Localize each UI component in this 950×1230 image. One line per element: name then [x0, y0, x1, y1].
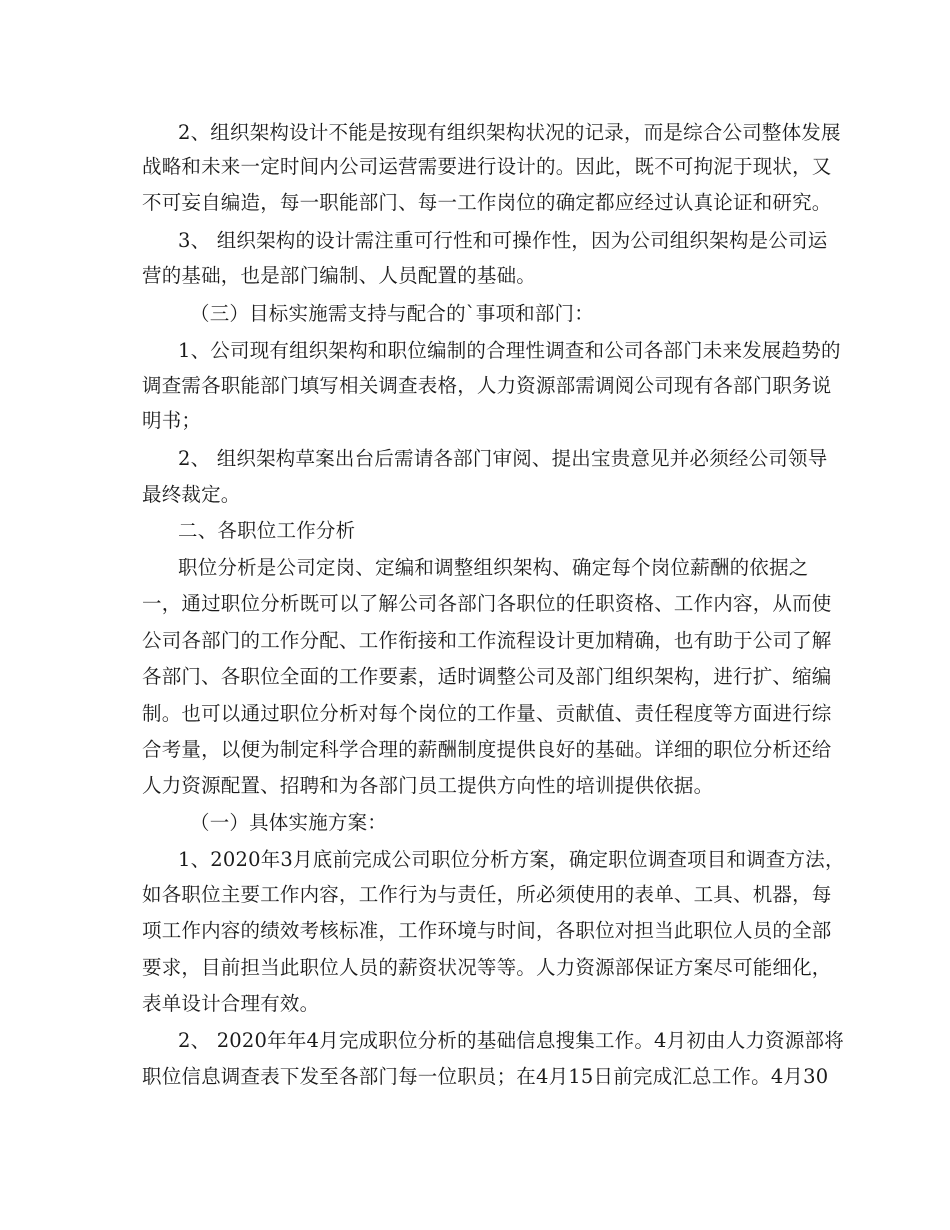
paragraph-line: 人力资源配置、招聘和为各部门员工提供方向性的培训提供依据。 [142, 774, 714, 797]
paragraph-line: 1、公司现有组织架构和职位编制的合理性调查和公司各部门未来发展趋势的 [178, 339, 841, 362]
paragraph-line: 职位信息调查表下发至各部门每一位职员；在4月15日前完成汇总工作。4月30 [142, 1065, 829, 1088]
paragraph-line: 明书； [142, 409, 202, 432]
paragraph-line: 最终裁定。 [142, 483, 241, 506]
paragraph-line: 职位分析是公司定岗、定编和调整组织架构、确定每个岗位薪酬的依据之 [178, 556, 809, 579]
paragraph-line: 1、2020年3月底前完成公司职位分析方案，确定职位调查项目和调查方法， [178, 848, 845, 871]
paragraph-line: 制。也可以通过职位分析对每个岗位的工作量、贡献值、责任程度等方面进行综 [142, 702, 832, 725]
paragraph-line: 项工作内容的绩效考核标准，工作环境与时间，各职位对担当此职位人员的全部 [142, 919, 832, 942]
paragraph-line: 营的基础，也是部门编制、人员配置的基础。 [142, 264, 537, 287]
section-heading: 二、各职位工作分析 [178, 519, 356, 542]
paragraph-line: 如各职位主要工作内容，工作行为与责任，所必须使用的表单、工具、机器，每 [142, 883, 832, 906]
paragraph-line: 一，通过职位分析既可以了解公司各部门各职位的任职资格、工作内容，从而使 [142, 592, 832, 615]
paragraph-line: 2、 组织架构草案出台后需请各部门审阅、提出宝贵意见并必须经公司领导 [178, 447, 828, 470]
paragraph-line: 公司各部门的工作分配、工作衔接和工作流程设计更加精确，也有助于公司了解 [142, 629, 832, 652]
paragraph-line: 2、组织架构设计不能是按现有组织架构状况的记录，而是综合公司整体发展 [178, 121, 841, 144]
paragraph-line: 表单设计合理有效。 [142, 992, 320, 1015]
paragraph-line: 各部门、各职位全面的工作要素，适时调整公司及部门组织架构，进行扩、缩编 [142, 665, 832, 688]
paragraph-line: 要求，目前担当此职位人员的薪资状况等等。人力资源部保证方案尽可能细化， [142, 956, 832, 979]
paragraph-line: 战略和未来一定时间内公司运营需要进行设计的。因此，既不可拘泥于现状，又 [142, 155, 832, 178]
section-heading: （三）目标实施需支持与配合的`事项和部门： [190, 302, 594, 325]
paragraph-line: 2、 2020年年4月完成职位分析的基础信息搜集工作。4月初由人力资源部将 [178, 1029, 844, 1052]
paragraph-line: 调查需各职能部门填写相关调查表格，人力资源部需调阅公司现有各部门职务说 [142, 374, 832, 397]
paragraph-line: 不可妄自编造，每一职能部门、每一工作岗位的确定都应经过认真论证和研究。 [142, 191, 832, 214]
paragraph-line: 合考量，以便为制定科学合理的薪酬制度提供良好的基础。详细的职位分析还给 [142, 738, 832, 761]
paragraph-line: 3、 组织架构的设计需注重可行性和可操作性，因为公司组织架构是公司运 [178, 229, 828, 252]
section-heading: （一）具体实施方案： [190, 811, 388, 834]
